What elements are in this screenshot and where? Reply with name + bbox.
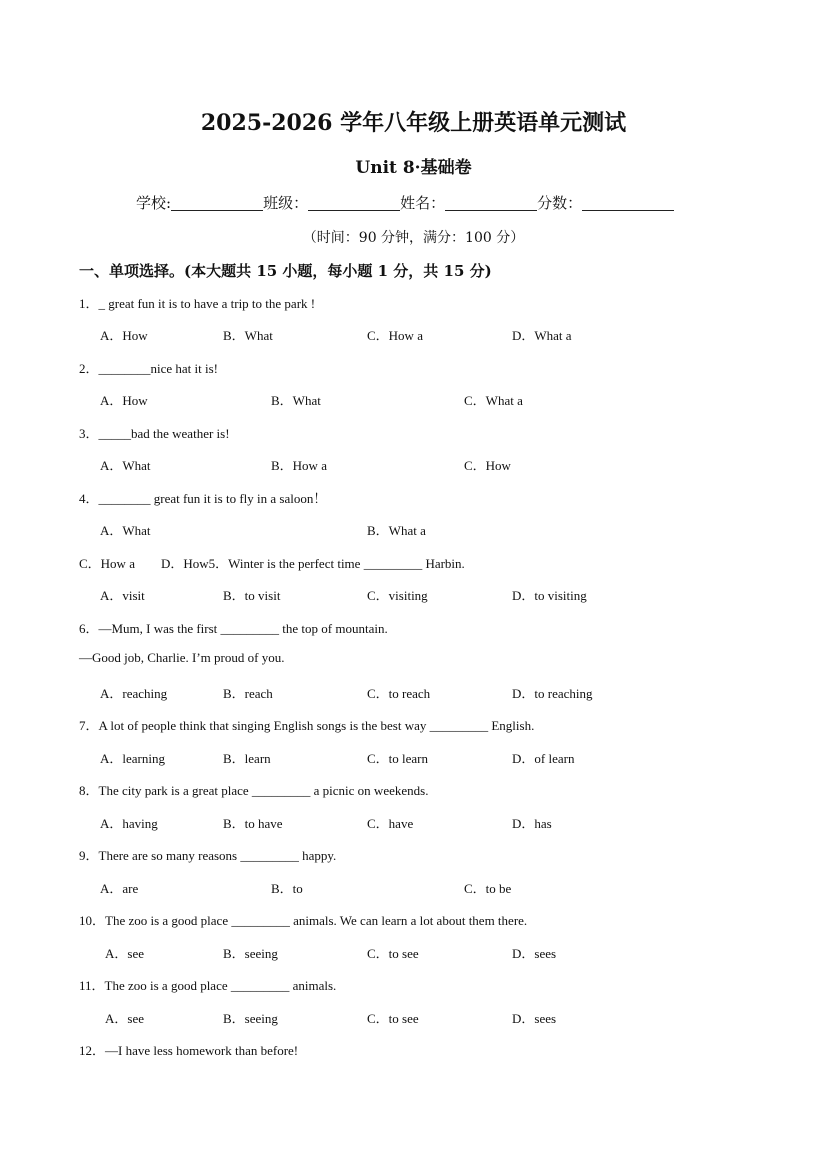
page-subtitle: Unit 8·基础卷 — [355, 158, 472, 178]
name-blank — [445, 194, 537, 211]
question-stem: 11．The zoo is a good place _________ animals. — [79, 978, 337, 993]
question-stem: 6．—Mum, I was the first _________ the top of mountain. — [79, 621, 388, 636]
option-a: A．What — [100, 458, 151, 473]
question-stem: 9．There are so many reasons _________ happy. — [79, 848, 337, 863]
option-a: A．visit — [100, 588, 145, 603]
time-info: （时间：90 分钟，满分：100 分） — [302, 230, 525, 246]
option-b: B．What — [271, 393, 321, 408]
question-stem: 8．The city park is a great place _________ a picnic on weekends. — [79, 783, 429, 798]
option-d: D．to reaching — [512, 686, 593, 701]
class-label: 班级： — [263, 194, 309, 212]
question-stem: 1．_ great fun it is to have a trip to the park ! — [79, 296, 316, 311]
option-c: C．visiting — [367, 588, 428, 603]
option-b: B．to visit — [223, 588, 281, 603]
question-stem: 4．________ great fun it is to fly in a saloon！ — [79, 491, 327, 506]
option-b: B．to have — [223, 816, 283, 831]
option-c: C．to learn — [367, 751, 429, 766]
option-a: A．having — [100, 816, 158, 831]
question-stem: 2．________nice hat it is! — [79, 361, 219, 376]
option-c: C．to see — [367, 1011, 419, 1026]
section-heading: 一、单项选择。(本大题共 15 小题，每小题 1 分，共 15 分) — [79, 262, 492, 280]
question-stem-line2: —Good job, Charlie. I’m proud of you. — [79, 650, 285, 665]
option-d: D．to visiting — [512, 588, 587, 603]
option-b: B．learn — [223, 751, 271, 766]
option-c: C．How a — [367, 328, 423, 343]
option-a: A．see — [105, 1011, 144, 1026]
score-label: 分数： — [537, 194, 583, 212]
option-a: A．How — [100, 328, 148, 343]
option-c: C．to be — [464, 881, 512, 896]
option-d: D．sees — [512, 946, 557, 961]
option-b: B．What a — [367, 523, 426, 538]
option-b: B．What — [223, 328, 273, 343]
question-stem: 12．—I have less homework than before! — [79, 1043, 299, 1058]
option-a: A．What — [100, 523, 151, 538]
option-d: D．sees — [512, 1011, 557, 1026]
class-blank — [308, 194, 400, 211]
question-stem: C．How a D．How5．Winter is the perfect time _________ Harbin. — [79, 556, 465, 571]
option-a: A．learning — [100, 751, 165, 766]
option-d: D．of learn — [512, 751, 575, 766]
school-label: 学校: — [136, 194, 172, 212]
question-stem: 10．The zoo is a good place _________ animals. We can learn a lot about them there. — [79, 913, 528, 928]
option-b: B．to — [271, 881, 303, 896]
option-c: C．to reach — [367, 686, 431, 701]
page-title: 2025-2026 学年八年级上册英语单元测试 — [200, 110, 627, 136]
name-label: 姓名： — [400, 194, 446, 212]
option-d: D．What a — [512, 328, 572, 343]
score-blank — [582, 194, 674, 211]
option-a: A．are — [100, 881, 139, 896]
option-c: C．have — [367, 816, 414, 831]
option-c: C．to see — [367, 946, 419, 961]
option-a: A．How — [100, 393, 148, 408]
option-b: B．seeing — [223, 946, 278, 961]
option-a: A．reaching — [100, 686, 168, 701]
option-a: A．see — [105, 946, 144, 961]
question-stem: 7．A lot of people think that singing English songs is the best way _________ English. — [79, 718, 535, 733]
school-field — [136, 192, 674, 213]
option-b: B．seeing — [223, 1011, 278, 1026]
option-d: D．has — [512, 816, 552, 831]
school-blank — [171, 194, 263, 211]
option-c: C．How — [464, 458, 511, 473]
option-c: C．What a — [464, 393, 523, 408]
question-stem: 3．_____bad the weather is! — [79, 426, 230, 441]
option-b: B．reach — [223, 686, 273, 701]
option-b: B．How a — [271, 458, 327, 473]
